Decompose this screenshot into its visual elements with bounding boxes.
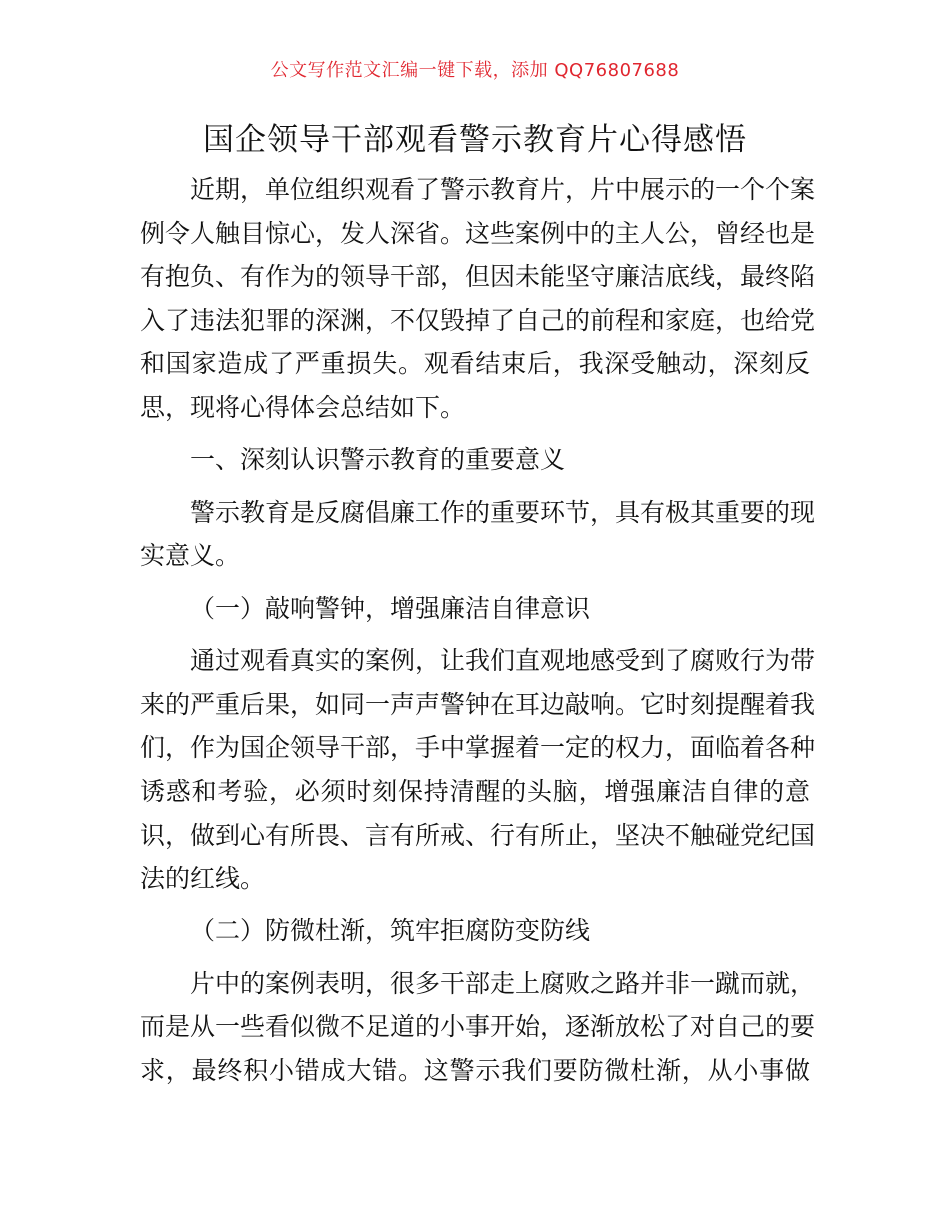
text-line: 近期，单位组织观看了警示教育片，片中展示的一个个案 — [190, 175, 816, 204]
text-line: 和国家造成了严重损失。观看结束后，我深受触动，深刻反 — [140, 349, 810, 379]
text-line: 入了违法犯罪的深渊，不仅毁掉了自己的前程和家庭，也给党 — [140, 305, 816, 335]
text-line: 有抱负、有作为的领导干部，但因未能坚守廉洁底线，最终陷 — [140, 262, 816, 292]
section-heading — [140, 438, 810, 482]
paragraph — [140, 168, 816, 430]
text-line: 诱惑和考验，必须时刻保持清醒的头脑，增强廉洁自律的意 — [140, 776, 810, 806]
text-line: 来的严重后果，如同一声声警钟在耳边敲响。它时刻提醒着我 — [140, 689, 816, 719]
text-line: 一、深刻认识警示教育的重要意义 — [190, 445, 566, 475]
text-line: （一）敲响警钟，增强廉洁自律意识 — [190, 593, 591, 623]
text-line: 法的红线。 — [140, 864, 266, 894]
text-line: 们，作为国企领导干部，手中掌握着一定的权力，面临着各种 — [140, 733, 816, 763]
paragraph — [140, 639, 816, 901]
text-line: （二）防微杜渐，筑牢拒腐防变防线 — [190, 916, 591, 946]
document-body — [140, 168, 816, 1101]
section-heading — [140, 909, 810, 953]
text-line: 片中的案例表明，很多干部走上腐败之路并非一蹴而就， — [190, 968, 816, 998]
text-line: 思，现将心得体会总结如下。 — [140, 392, 466, 422]
text-line: 实意义。 — [140, 541, 241, 571]
text-line: 警示教育是反腐倡廉工作的重要环节，具有极其重要的现 — [190, 497, 816, 527]
paragraph — [140, 491, 816, 578]
download-banner: 公文写作范文汇编一键下载，添加 QQ76807688 — [270, 60, 680, 81]
document-title: 国企领导干部观看警示教育片心得感悟 — [203, 122, 747, 158]
text-line: 例令人触目惊心，发人深省。这些案例中的主人公，曾经也是 — [140, 218, 816, 248]
paragraph — [140, 962, 816, 1093]
section-heading — [140, 587, 810, 631]
text-line: 识，做到心有所畏、言有所戒、行有所止，坚决不触碰党纪国 — [140, 820, 816, 850]
text-line: 而是从一些看似微不足道的小事开始，逐渐放松了对自己的要 — [140, 1012, 816, 1042]
text-line: 求，最终积小错成大错。这警示我们要防微杜渐，从小事做 — [140, 1056, 810, 1086]
text-line: 通过观看真实的案例，让我们直观地感受到了腐败行为带 — [190, 646, 816, 676]
